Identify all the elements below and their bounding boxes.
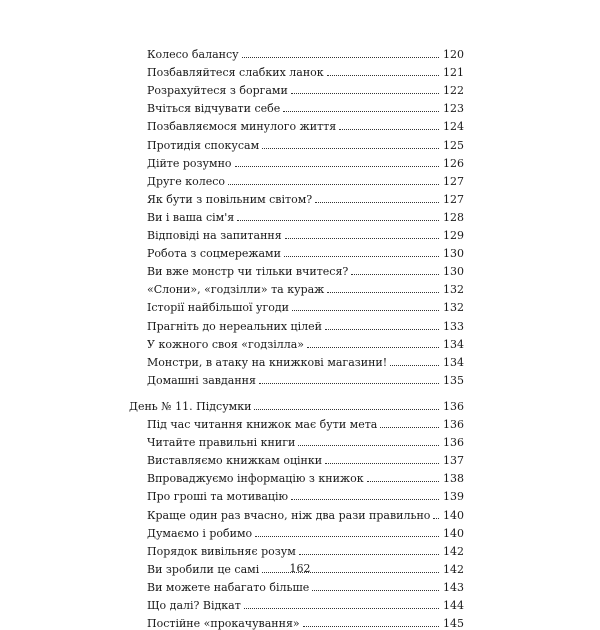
toc-entry xyxy=(147,579,464,594)
toc-entry-title: Ви зробили це самі xyxy=(147,562,260,576)
dot-leader xyxy=(367,481,439,482)
toc-entry-title: Як бути з повільним світом? xyxy=(147,192,313,206)
toc-entry xyxy=(147,354,464,369)
toc-entry-title: Монстри, в атаку на книжкові магазини! xyxy=(147,355,388,369)
toc-entry-title: Думаємо і робимо xyxy=(147,526,253,540)
toc-entry-title: Позбавляйтеся слабких ланок xyxy=(147,66,324,80)
toc-entry-title: Впроваджуємо інформацію з книжок xyxy=(147,472,364,486)
dot-leader xyxy=(235,166,439,167)
toc-entry-title: «Слони», «годзілли» та кураж xyxy=(147,283,325,297)
toc-entry-page: 143 xyxy=(443,580,464,594)
toc-entry-page: 145 xyxy=(443,617,464,630)
toc-entry-title: Що далі? Відкат xyxy=(147,599,241,612)
toc-entry-title: Домашні завдання xyxy=(147,373,256,387)
toc-entry xyxy=(147,245,464,260)
toc-entry-page: 140 xyxy=(443,526,464,540)
toc-entry xyxy=(147,434,464,449)
toc-entry-title: Постійне «прокачування» xyxy=(147,617,300,630)
toc-entry-page: 127 xyxy=(443,192,464,206)
toc-entry-title: Прагніть до нереальних цілей xyxy=(147,319,322,333)
toc-entry-page: 124 xyxy=(443,120,464,134)
toc-entry-title: Порядок вивільняє розум xyxy=(147,544,296,558)
toc-entry xyxy=(147,137,464,152)
toc-entry-page: 120 xyxy=(443,48,464,61)
dot-leader xyxy=(325,329,439,330)
dot-leader xyxy=(307,347,439,348)
toc-entry-page: 134 xyxy=(443,337,464,351)
toc-entry xyxy=(147,470,464,485)
dot-leader xyxy=(339,129,439,130)
dot-leader xyxy=(303,626,439,627)
toc-entry-title: Робота з соцмережами xyxy=(147,247,281,261)
dot-leader xyxy=(327,75,439,76)
dot-leader xyxy=(255,536,439,537)
toc-entry xyxy=(147,46,464,61)
dot-leader xyxy=(291,93,439,94)
toc-entry-page: 134 xyxy=(443,355,464,369)
dot-leader xyxy=(259,383,439,384)
dot-leader xyxy=(244,608,439,609)
toc-entry-title: У кожного своя «годзілла» xyxy=(147,337,304,351)
toc-entry-page: 127 xyxy=(443,174,464,188)
toc-entry-page: 136 xyxy=(443,436,464,450)
toc-entry-title: Ви вже монстр чи тільки вчитеся? xyxy=(147,265,349,279)
toc-entry-title: Краще один раз вчасно, ніж два рази правильно xyxy=(147,508,431,522)
toc-entry xyxy=(147,209,464,224)
toc-entry-title: Позбавляємося минулого життя xyxy=(147,120,337,134)
toc-entry-page: 140 xyxy=(443,508,464,522)
toc-entry-title: Читайте правильні книги xyxy=(147,436,296,450)
toc-entry xyxy=(147,191,464,206)
toc-entry-page: 135 xyxy=(443,373,464,387)
toc-entry-page: 142 xyxy=(443,544,464,558)
dot-leader xyxy=(292,310,439,311)
dot-leader xyxy=(298,445,439,446)
toc-entry xyxy=(147,615,464,630)
toc-entry xyxy=(147,100,464,115)
dot-leader xyxy=(291,499,439,500)
dot-leader xyxy=(390,365,439,366)
page-number: 162 xyxy=(289,562,311,575)
toc-entry-title: Дійте розумно xyxy=(147,156,232,170)
toc-entry-page: 142 xyxy=(443,562,464,576)
toc-entry-title: Друге колесо xyxy=(147,174,226,188)
dot-leader xyxy=(285,238,439,239)
toc-entry xyxy=(147,525,464,540)
toc-entry xyxy=(147,452,464,467)
dot-leader xyxy=(380,427,439,428)
toc-entry-page: 136 xyxy=(443,399,464,413)
toc-entry-page: 144 xyxy=(443,599,464,612)
toc-entry xyxy=(147,227,464,242)
toc-entry-title: Під час читання книжок має бути мета xyxy=(147,418,378,431)
toc-entry xyxy=(147,488,464,503)
dot-leader xyxy=(312,590,439,591)
toc-entry-page: 136 xyxy=(443,418,464,431)
toc-entry xyxy=(147,299,464,314)
toc-entry xyxy=(147,318,464,333)
toc-entry xyxy=(147,64,464,79)
toc-entry-page: 121 xyxy=(443,66,464,80)
toc-entry-title: Ви і ваша сім'я xyxy=(147,210,235,224)
toc-entry-page: 139 xyxy=(443,490,464,504)
dot-leader xyxy=(283,111,439,112)
toc-entry-page: 126 xyxy=(443,156,464,170)
toc-entry-title: Виставляємо книжкам оцінки xyxy=(147,454,323,468)
toc-entry-title: Відповіді на запитання xyxy=(147,229,282,242)
toc-entry-title: Колесо балансу xyxy=(147,48,239,61)
toc-entry xyxy=(147,336,464,351)
toc-entry-page: 132 xyxy=(443,301,464,315)
toc-entry-page: 137 xyxy=(443,454,464,468)
toc-entry-title: Про гроші та мотивацію xyxy=(147,490,289,504)
toc-entry xyxy=(147,416,464,431)
toc-entry-page: 130 xyxy=(443,247,464,261)
dot-leader xyxy=(254,409,439,410)
toc-entry xyxy=(147,118,464,133)
toc-entry xyxy=(147,372,464,387)
dot-leader xyxy=(228,184,439,185)
dot-leader xyxy=(242,57,439,58)
toc-entry xyxy=(147,507,464,522)
toc-entry xyxy=(147,597,464,612)
toc-entry xyxy=(147,281,464,296)
toc-entry-page: 125 xyxy=(443,138,464,152)
dot-leader xyxy=(237,220,439,221)
toc-entry-page: 129 xyxy=(443,229,464,242)
dot-leader xyxy=(351,274,439,275)
toc-entry-title: Розрахуйтеся з боргами xyxy=(147,84,288,98)
toc-entry-page: 133 xyxy=(443,319,464,333)
toc-entry-title: Історії найбільшої угоди xyxy=(147,301,289,315)
toc-entry-page: 130 xyxy=(443,265,464,279)
toc-entry xyxy=(147,263,464,278)
toc-entry-page: 132 xyxy=(443,283,464,297)
dot-leader xyxy=(284,256,439,257)
toc-entry-title: Вчіться відчувати себе xyxy=(147,102,281,116)
toc-entry-title: Ви можете набагато більше xyxy=(147,580,310,594)
toc-entry xyxy=(147,155,464,170)
dot-leader xyxy=(262,148,439,149)
toc-entry xyxy=(147,543,464,558)
toc-entry xyxy=(147,82,464,97)
toc-entry-title: День № 11. Підсумки xyxy=(129,399,252,413)
dot-leader xyxy=(315,202,439,203)
toc-entry-page: 138 xyxy=(443,472,464,486)
toc-entry-page: 123 xyxy=(443,102,464,116)
dot-leader xyxy=(299,554,439,555)
toc-entry xyxy=(147,173,464,188)
toc-entry-page: 122 xyxy=(443,84,464,98)
dot-leader xyxy=(327,292,439,293)
toc-entry-page: 128 xyxy=(443,210,464,224)
dot-leader xyxy=(325,463,439,464)
toc-entry-title: Протидія спокусам xyxy=(147,138,260,152)
dot-leader xyxy=(433,518,439,519)
toc-entry xyxy=(129,398,464,413)
